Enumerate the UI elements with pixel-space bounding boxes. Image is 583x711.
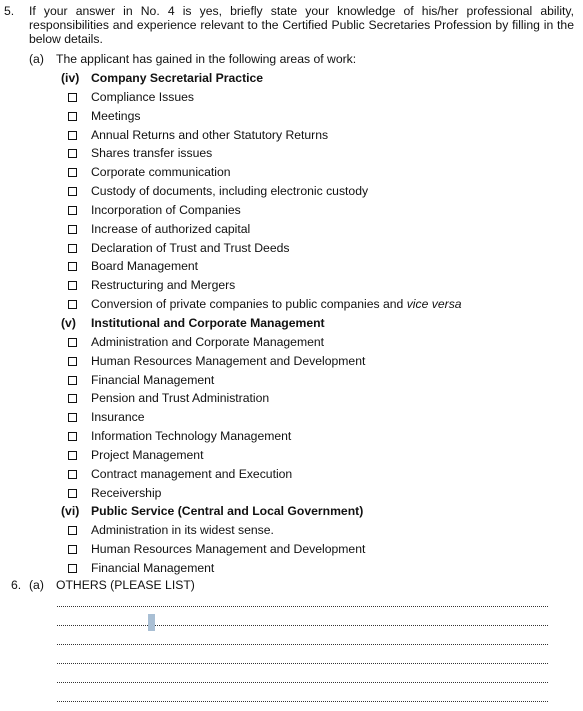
checklist-item — [0, 446, 583, 465]
checklist-item-label: Human Resources Management and Development — [91, 353, 366, 368]
question-5a — [29, 52, 356, 66]
checklist-item-label: Human Resources Management and Development — [91, 542, 366, 557]
question-6-number: 6. — [11, 578, 22, 592]
question-6-label: (a) — [29, 578, 44, 592]
others-entry-line[interactable] — [57, 625, 548, 626]
checklist-item-label: Administration and Corporate Management — [91, 334, 325, 349]
checklist-item — [0, 408, 583, 427]
checklist-item-label: Project Management — [91, 447, 204, 462]
question-5a-text: The applicant has gained in the following areas of work: — [56, 52, 357, 66]
checklist-item — [0, 144, 583, 163]
checkbox[interactable] — [68, 564, 77, 573]
others-entry-line[interactable] — [57, 701, 548, 702]
checkbox[interactable] — [68, 168, 77, 177]
checklist-item — [0, 107, 583, 126]
checklist-item — [0, 220, 583, 239]
checkbox[interactable] — [68, 225, 77, 234]
checkbox[interactable] — [68, 338, 77, 347]
others-entry-line[interactable] — [57, 606, 548, 607]
checklist-item — [0, 276, 583, 295]
checkbox[interactable] — [68, 281, 77, 290]
areas-of-work-list — [0, 69, 583, 578]
section-title: Institutional and Corporate Management — [91, 315, 325, 330]
section-heading — [0, 69, 583, 88]
checklist-item — [0, 559, 583, 578]
checklist-item-italic-text: vice versa — [406, 297, 462, 312]
checkbox[interactable] — [68, 149, 77, 158]
checklist-item — [0, 521, 583, 540]
question-6-text: OTHERS (PLEASE LIST) — [56, 578, 195, 592]
question-5a-label: (a) — [29, 52, 44, 66]
checklist-item — [0, 126, 583, 145]
checklist-item-label: Contract management and Execution — [91, 466, 293, 481]
others-entry-line[interactable] — [57, 663, 548, 664]
checklist-item — [0, 389, 583, 408]
checklist-item-label: Information Technology Management — [91, 429, 292, 444]
checklist-item-label: Administration in its widest sense. — [91, 523, 274, 538]
checklist-item — [0, 352, 583, 371]
section-numeral: (iv) — [61, 71, 80, 85]
checkbox[interactable] — [68, 451, 77, 460]
text-cursor — [148, 614, 155, 631]
checklist-item — [0, 239, 583, 258]
checkbox[interactable] — [68, 357, 77, 366]
checklist-item — [0, 201, 583, 220]
checkbox[interactable] — [68, 489, 77, 498]
checkbox[interactable] — [68, 545, 77, 554]
checkbox[interactable] — [68, 244, 77, 253]
checklist-item-label: Incorporation of Companies — [91, 202, 241, 217]
checklist-item — [0, 540, 583, 559]
checklist-item-label: Board Management — [91, 259, 199, 274]
checklist-item-label: Restructuring and Mergers — [91, 278, 236, 293]
question-5-number: 5. — [4, 4, 15, 18]
checklist-item — [0, 427, 583, 446]
checkbox[interactable] — [68, 394, 77, 403]
section-numeral: (vi) — [61, 504, 80, 519]
checklist-item — [0, 182, 583, 201]
section-heading — [0, 502, 583, 521]
checklist-item — [0, 88, 583, 107]
checklist-item-label: Custody of documents, including electronic custody — [91, 184, 369, 199]
checklist-item-label: Increase of authorized capital — [91, 221, 251, 236]
checkbox[interactable] — [68, 413, 77, 422]
checkbox[interactable] — [68, 206, 77, 215]
checklist-item-text: Conversion of private companies to public companies and — [91, 297, 407, 312]
section-heading — [0, 314, 583, 333]
checklist-item-label — [91, 295, 462, 314]
checkbox[interactable] — [68, 300, 77, 309]
checklist-item-label: Annual Returns and other Statutory Returns — [91, 127, 329, 142]
checklist-item-label: Compliance Issues — [91, 89, 194, 104]
checklist-item-label: Financial Management — [91, 560, 215, 575]
section-numeral: (v) — [61, 315, 76, 330]
checklist-item-label: Declaration of Trust and Trust Deeds — [91, 240, 290, 255]
question-6 — [11, 578, 195, 592]
checkbox[interactable] — [68, 526, 77, 535]
checkbox[interactable] — [68, 187, 77, 196]
checklist-item — [0, 371, 583, 390]
section-title: Company Secretarial Practice — [91, 71, 264, 85]
checkbox[interactable] — [68, 376, 77, 385]
checklist-item — [0, 465, 583, 484]
checkbox[interactable] — [68, 432, 77, 441]
checkbox[interactable] — [68, 93, 77, 102]
checklist-item — [0, 163, 583, 182]
checkbox[interactable] — [68, 262, 77, 271]
section-title: Public Service (Central and Local Government) — [91, 504, 364, 519]
checklist-item — [0, 333, 583, 352]
checklist-item-label: Shares transfer issues — [91, 146, 213, 161]
others-entry-line[interactable] — [57, 644, 548, 645]
others-entry-line[interactable] — [57, 682, 548, 683]
checklist-item — [0, 295, 583, 314]
question-5-text: If your answer in No. 4 is yes, briefly state your knowledge of his/her professional ability, responsibilities and experience relevant to the Certified Public Secretaries Profession by filling in the below details. — [29, 4, 574, 47]
checklist-item — [0, 257, 583, 276]
checkbox[interactable] — [68, 131, 77, 140]
checklist-item-label: Pension and Trust Administration — [91, 391, 270, 406]
checklist-item-label: Meetings — [91, 108, 141, 123]
checklist-item-label: Corporate communication — [91, 165, 231, 180]
checklist-item-label: Insurance — [91, 410, 145, 425]
checklist-item-label: Receivership — [91, 485, 162, 500]
question-5 — [4, 4, 574, 47]
checklist-item — [0, 484, 583, 503]
checkbox[interactable] — [68, 470, 77, 479]
checkbox[interactable] — [68, 112, 77, 121]
checklist-item-label: Financial Management — [91, 372, 215, 387]
